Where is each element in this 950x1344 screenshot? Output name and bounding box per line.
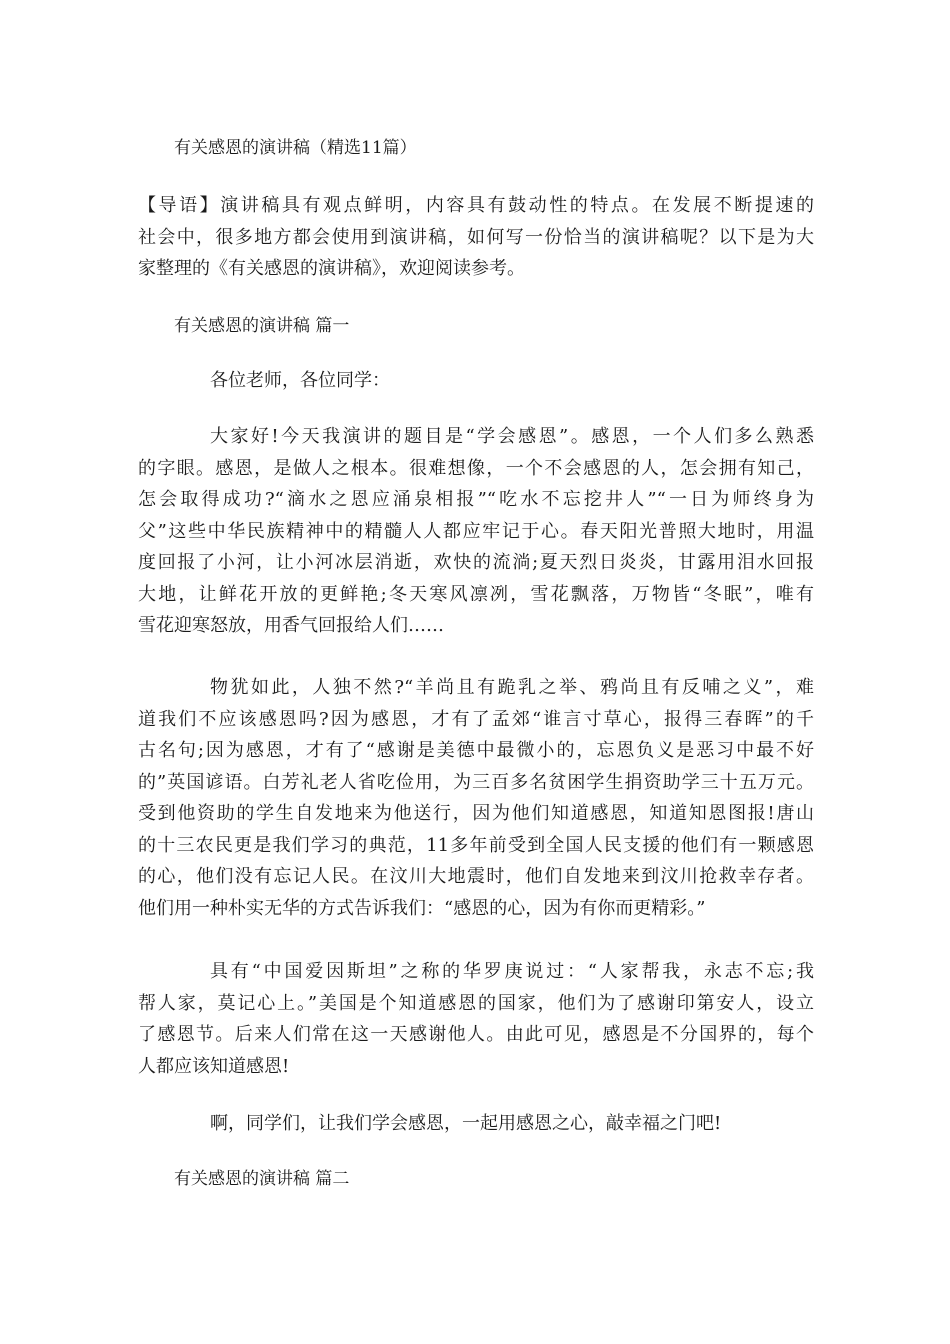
paragraph-line: 的”英国谚语。白芳礼老人省吃俭用，为三百多名贫困学生捐资助学三十五万元。 bbox=[138, 771, 814, 793]
paragraph-line: 父”这些中华民族精神中的精髓人人都应牢记于心。春天阳光普照大地时，用温 bbox=[138, 520, 814, 542]
paragraph-line: 的字眼。感恩，是做人之根本。很难想像，一个不会感恩的人，怎会拥有知己， bbox=[138, 457, 814, 479]
paragraph-line: 帮人家，莫记心上。”美国是个知道感恩的国家，他们为了感谢印第安人，设立 bbox=[138, 992, 814, 1014]
paragraph-line: 道我们不应该感恩吗?因为感恩，才有了孟郊“谁言寸草心，报得三春晖”的千 bbox=[138, 708, 814, 730]
paragraph-line: 他们用一种朴实无华的方式告诉我们：“感恩的心，因为有你而更精彩。” bbox=[138, 897, 706, 919]
paragraph-line: 古名句;因为感恩，才有了“感谢是美德中最微小的，忘恩负义是恶习中最不好 bbox=[138, 740, 814, 761]
paragraph-line: 大家好!今天我演讲的题目是“学会感恩”。感恩，一个人们多么熟悉 bbox=[210, 426, 814, 447]
intro-line: 家整理的《有关感恩的演讲稿》，欢迎阅读参考。 bbox=[138, 258, 525, 279]
paragraph-line: 的心，他们没有忘记人民。在汶川大地震时，他们自发地来到汶川抢救幸存者。 bbox=[138, 866, 814, 887]
paragraph-line: 物犹如此，人独不然?“羊尚且有跪乳之举、鸦尚且有反哺之义”，难 bbox=[210, 677, 814, 698]
paragraph-line: 度回报了小河，让小河冰层消逝，欢快的流淌;夏天烈日炎炎，甘露用泪水回报 bbox=[138, 552, 814, 573]
body-paragraph bbox=[138, 956, 814, 1082]
paragraph-line: 的十三农民更是我们学习的典范，11多年前受到全国人民支援的他们有一颗感恩 bbox=[138, 834, 814, 856]
body-paragraph bbox=[138, 672, 814, 924]
intro-paragraph bbox=[138, 190, 814, 285]
intro-line: 社会中，很多地方都会使用到演讲稿，如何写一份恰当的演讲稿呢？以下是为大 bbox=[138, 226, 814, 248]
body-paragraph bbox=[138, 421, 814, 642]
closing-line: 啊，同学们，让我们学会感恩，一起用感恩之心，敲幸福之门吧! bbox=[210, 1113, 722, 1134]
paragraph-line: 大地，让鲜花开放的更鲜艳;冬天寒风凛冽，雪花飘落，万物皆“冬眠”，唯有 bbox=[138, 583, 814, 605]
paragraph-line: 人都应该知道感恩! bbox=[138, 1055, 290, 1077]
paragraph-line: 了感恩节。后来人们常在这一天感谢他人。由此可见，感恩是不分国界的，每个 bbox=[138, 1024, 814, 1045]
paragraph-line: 具有“中国爱因斯坦”之称的华罗庚说过：“人家帮我，永志不忘;我 bbox=[210, 961, 814, 982]
intro-line: 【导语】演讲稿具有观点鲜明，内容具有鼓动性的特点。在发展不断提速的 bbox=[138, 195, 814, 216]
paragraph-line: 怎会取得成功?“滴水之恩应涌泉相报”“吃水不忘挖井人”“一日为师终身为 bbox=[138, 489, 814, 510]
paragraph-line: 受到他资助的学生自发地来为他送行，因为他们知道感恩，知道知恩图报!唐山 bbox=[138, 803, 814, 824]
salutation: 各位老师，各位同学： bbox=[210, 370, 390, 391]
section-heading-2: 有关感恩的演讲稿 篇二 bbox=[174, 1169, 350, 1189]
paragraph-line: 雪花迎寒怒放，用香气回报给人们…… bbox=[138, 615, 444, 636]
document-title: 有关感恩的演讲稿（精选11篇） bbox=[174, 138, 417, 158]
section-heading-1: 有关感恩的演讲稿 篇一 bbox=[174, 316, 350, 336]
